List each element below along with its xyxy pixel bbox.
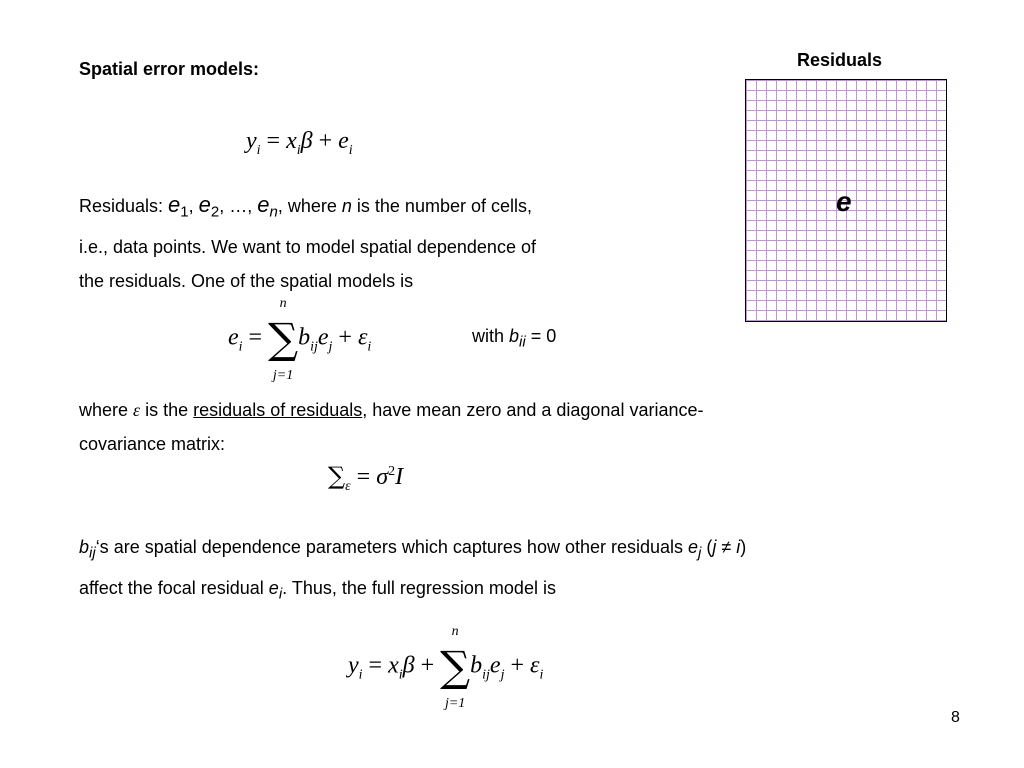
paragraph-dependence-params: $b_{ij}‘s$ are spatial dependence parameters which captures how other residuals $e_j$ (j ≠ i) affect the focal residual $e_i$. Thus, the full regression model is: [79, 537, 747, 603]
summation-icon: ∑: [268, 314, 299, 363]
paragraph-residuals-of-residuals: where ε is the residuals of residuals, have mean zero and a diagonal variance- covariance matrix:: [79, 400, 704, 454]
equation-covariance: $\sum_\varepsilon = \sigma^2I$: [328, 462, 404, 494]
equation-model: $y_i = x_i\beta + e_i$: [246, 128, 353, 158]
constraint-note: with $b_{ii} = 0$: [472, 326, 557, 351]
summation-icon: ∑: [328, 462, 346, 490]
equation-spatial-error: $e_i$ = n ∑ j=1 $b_{ij}e_j + \varepsilon_i$: [228, 296, 372, 383]
residuals-of-residuals-link: residuals of residuals: [193, 400, 363, 420]
slide-heading: Spatial error models:: [79, 59, 260, 79]
equation-full-model: $y_i = x_i\beta$ + n ∑ j=1 $b_{ij}e_j + \varepsilon_i$: [348, 624, 544, 711]
page-number: 8: [951, 709, 960, 726]
grid-title: Residuals: [797, 50, 883, 70]
grid-letter: e: [836, 186, 852, 217]
summation-icon: ∑: [440, 642, 471, 691]
paragraph-residuals: Residuals: $e_1$, $e_2$, …, $e_n$, where n is the number of cells, i.e., data points. We want to model spatial dependence of the residuals. One of the spatial models is: [79, 192, 536, 291]
